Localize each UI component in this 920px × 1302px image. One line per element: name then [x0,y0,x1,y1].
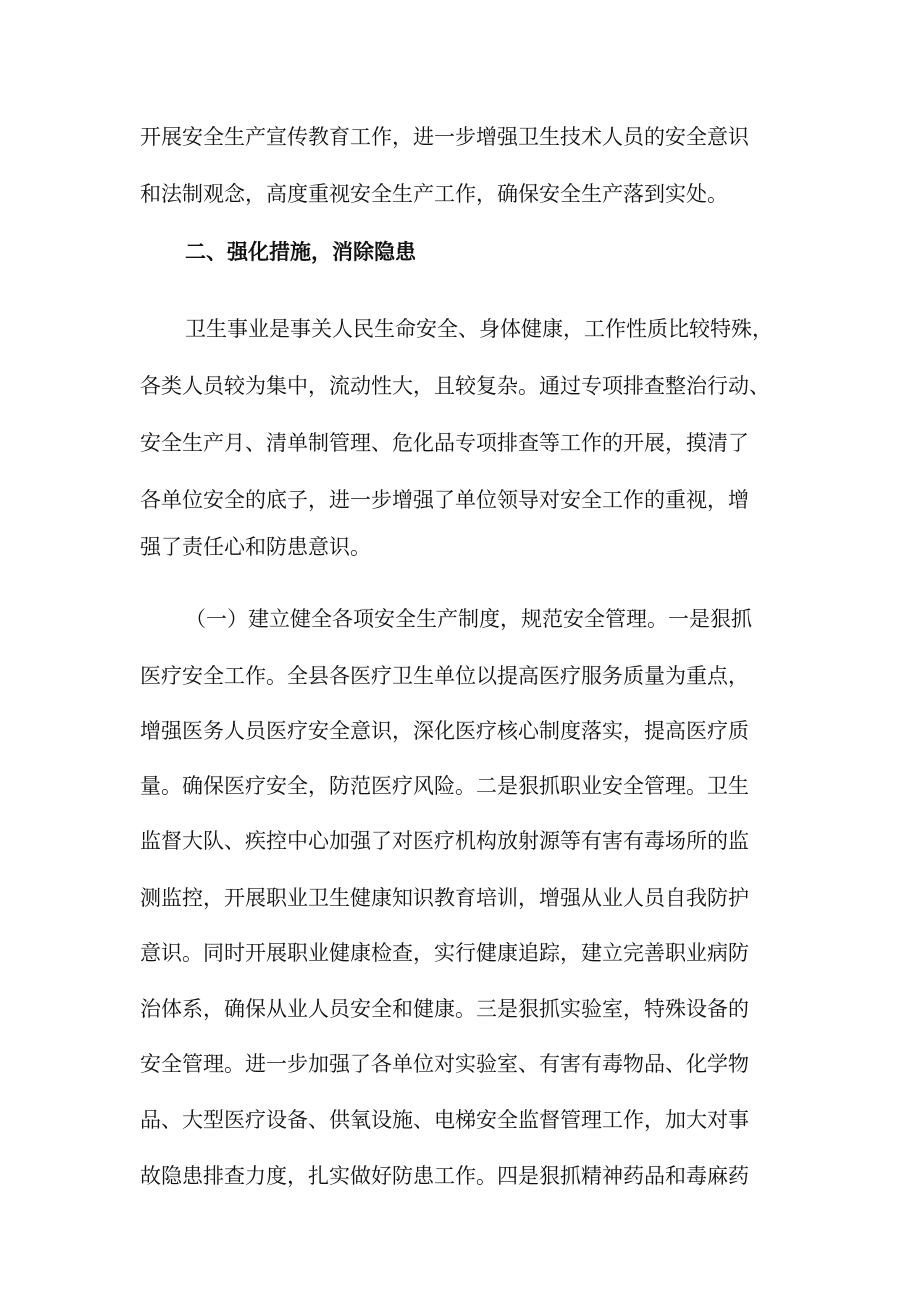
paragraph-line: 开展安全生产宣传教育工作，进一步增强卫生技术人员的安全意识 [140,125,749,149]
paragraph-line: 和法制观念，高度重视安全生产工作，确保安全生产落到实处。 [140,182,728,206]
paragraph-line: 医疗安全工作。全县各医疗卫生单位以提高医疗服务质量为重点， [140,664,749,688]
paragraph-line: 安全管理。进一步加强了各单位对实验室、有害有毒物品、化学物 [140,1052,749,1076]
paragraph-line: 监督大队、疾控中心加强了对医疗机构放射源等有害有毒场所的监 [140,829,749,853]
section-heading: 二、强化措施，消除隐患 [185,240,416,264]
paragraph-line: 安全生产月、清单制管理、危化品专项排查等工作的开展，摸清了 [140,431,749,455]
paragraph-line: 品、大型医疗设备、供氧设施、电梯安全监督管理工作，加大对事 [140,1108,749,1132]
paragraph-line: 各单位安全的底子，进一步增强了单位领导对安全工作的重视，增 [140,488,749,512]
paragraph-line: （一）建立健全各项安全生产制度，规范安全管理。一是狠抓 [185,607,752,631]
paragraph-line: 测监控，开展职业卫生健康知识教育培训，增强从业人员自我防护 [140,886,749,910]
paragraph-line: 各类人员较为集中，流动性大，且较复杂。通过专项排查整治行动、 [140,374,770,398]
paragraph-line: 卫生事业是事关人民生命安全、身体健康，工作性质比较特殊， [185,317,773,341]
paragraph-line: 增强医务人员医疗安全意识，深化医疗核心制度落实，提高医疗质 [140,719,749,743]
paragraph-line: 量。确保医疗安全，防范医疗风险。二是狠抓职业安全管理。卫生 [140,774,749,798]
paragraph-line: 故隐患排查力度，扎实做好防患工作。四是狠抓精神药品和毒麻药 [140,1164,749,1188]
paragraph-line: 强了责任心和防患意识。 [140,535,371,559]
paragraph-line: 治体系，确保从业人员安全和健康。三是狠抓实验室，特殊设备的 [140,997,749,1021]
paragraph-line: 意识。同时开展职业健康检查，实行健康追踪，建立完善职业病防 [140,941,749,965]
